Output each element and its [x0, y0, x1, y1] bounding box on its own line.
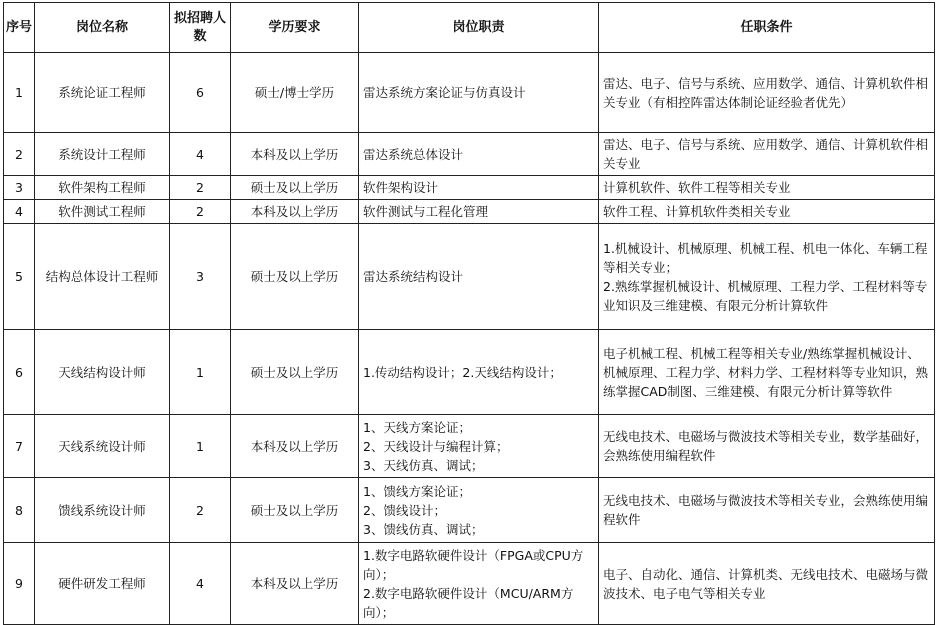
cell-no-text: 3: [15, 180, 23, 195]
cell-req: [599, 133, 935, 176]
cell-req-line: 计算机软件、软件工程等相关专业: [603, 180, 791, 195]
cell-duty-line: 1.传动结构设计；2.天线结构设计；: [363, 364, 562, 380]
cell-edu: [231, 176, 359, 200]
cell-duty-line: 2.数字电路软硬件设计（MCU/ARM方向）；: [363, 585, 574, 620]
table-row: [4, 200, 935, 224]
cell-no: [4, 176, 35, 200]
table-body: [4, 53, 935, 625]
cell-name-text: 天线结构设计师: [58, 364, 146, 380]
header-name: 岗位名称: [35, 3, 170, 53]
cell-no-text: 6: [15, 364, 23, 380]
cell-edu: [231, 543, 359, 625]
cell-no: [4, 415, 35, 478]
header-duty: 岗位职责: [359, 3, 599, 53]
table-row: [4, 478, 935, 543]
cell-duty-line: 3、天线仿真、调试；: [363, 457, 484, 473]
cell-edu: [231, 415, 359, 478]
header-count: 拟招聘人数: [170, 3, 231, 53]
cell-edu: [231, 133, 359, 176]
cell-name: [35, 176, 170, 200]
cell-no: [4, 224, 35, 330]
table-row: [4, 415, 935, 478]
cell-count-text: 2: [196, 502, 204, 518]
cell-edu-text: 硕士及以上学历: [250, 269, 339, 284]
cell-duty: [359, 415, 599, 478]
cell-name: [35, 200, 170, 224]
cell-no: [4, 543, 35, 625]
cell-duty: [359, 133, 599, 176]
cell-req-line: 雷达、电子、信号与系统、应用数学、通信、计算机软件相关专业（有相控阵雷达体制论证经验者优先）: [603, 75, 929, 110]
cell-no-text: 2: [15, 146, 23, 162]
header-row: [4, 3, 935, 53]
table-row: [4, 330, 935, 415]
cell-name-text: 硬件研发工程师: [58, 576, 146, 591]
cell-no: [4, 200, 35, 224]
cell-req: [599, 415, 935, 478]
cell-count-text: 2: [196, 204, 204, 219]
cell-duty: [359, 200, 599, 224]
cell-no: [4, 53, 35, 133]
cell-no-text: 5: [15, 269, 23, 284]
cell-name: [35, 133, 170, 176]
cell-req-line: 雷达、电子、信号与系统、应用数学、通信、计算机软件相关专业: [603, 137, 929, 171]
cell-duty-line: 2、天线设计与编程计算；: [363, 438, 509, 454]
table-row: [4, 133, 935, 176]
cell-no-text: 1: [15, 85, 23, 100]
table-row: [4, 543, 935, 625]
cell-name-text: 馈线系统设计师: [58, 502, 146, 518]
cell-req: [599, 478, 935, 543]
table-row: [4, 53, 935, 133]
cell-count-text: 4: [196, 576, 204, 591]
cell-no-text: 8: [15, 502, 23, 518]
cell-name: [35, 543, 170, 625]
cell-count: [170, 176, 231, 200]
cell-edu-text: 本科及以上学历: [250, 438, 339, 454]
cell-req-line: 电子机械工程、机械工程等相关专业/熟练掌握机械设计、机械原理、工程力学、材料力学、工程材料等专业知识，熟练掌握CAD制图、三维建模、有限元分析计算等软件: [603, 345, 929, 399]
cell-count-text: 1: [196, 438, 204, 454]
cell-edu-text: 硕士及以上学历: [250, 502, 339, 518]
cell-count-text: 3: [196, 269, 204, 284]
cell-count: [170, 133, 231, 176]
cell-duty-line: 软件测试与工程化管理: [363, 204, 489, 219]
cell-req: [599, 330, 935, 415]
cell-count-text: 1: [196, 364, 204, 380]
cell-duty-line: 雷达系统结构设计: [363, 269, 464, 284]
cell-req-line: 电子、自动化、通信、计算机类、无线电技术、电磁场与微波技术、电子电气等相关专业: [603, 566, 929, 601]
cell-no-text: 9: [15, 576, 23, 591]
cell-duty-line: 1、天线方案论证；: [363, 419, 471, 435]
cell-duty: [359, 224, 599, 330]
cell-req-line: 软件工程、计算机软件类相关专业: [603, 204, 791, 219]
cell-duty: [359, 176, 599, 200]
table-row: [4, 176, 935, 200]
cell-duty: [359, 478, 599, 543]
cell-duty: [359, 53, 599, 133]
cell-count: [170, 53, 231, 133]
cell-duty-line: 雷达系统总体设计: [363, 146, 464, 162]
cell-edu-text: 硕士及以上学历: [250, 180, 339, 195]
cell-req: [599, 200, 935, 224]
cell-count-text: 4: [196, 146, 204, 162]
cell-duty: [359, 330, 599, 415]
cell-no: [4, 478, 35, 543]
cell-req: [599, 176, 935, 200]
cell-duty-line: 1.数字电路软硬件设计（FPGA或CPU方向）；: [363, 547, 584, 582]
cell-duty-line: 雷达系统方案论证与仿真设计: [363, 85, 526, 100]
cell-req-line: 无线电技术、电磁场与微波技术等相关专业，数学基础好，会熟练使用编程软件: [603, 429, 929, 463]
cell-count-text: 2: [196, 180, 204, 195]
cell-no-text: 7: [15, 438, 23, 454]
cell-no: [4, 330, 35, 415]
cell-duty-line: 1、馈线方案论证；: [363, 483, 471, 499]
table-row: [4, 224, 935, 330]
header-req: 任职条件: [599, 3, 935, 53]
cell-duty-line: 2、馈线设计；: [363, 502, 446, 518]
cell-req: [599, 543, 935, 625]
cell-duty-line: 3、馈线仿真、调试；: [363, 521, 484, 537]
cell-name-text: 软件架构工程师: [58, 180, 146, 195]
cell-req: [599, 53, 935, 133]
cell-edu-text: 本科及以上学历: [250, 146, 339, 162]
cell-count: [170, 415, 231, 478]
cell-count: [170, 478, 231, 543]
cell-edu-text: 本科及以上学历: [250, 204, 339, 219]
cell-req: [599, 224, 935, 330]
cell-count: [170, 543, 231, 625]
cell-no: [4, 133, 35, 176]
job-table: [3, 2, 935, 625]
cell-edu-text: 硕士及以上学历: [250, 364, 339, 380]
cell-name-text: 系统设计工程师: [58, 146, 146, 162]
cell-count: [170, 200, 231, 224]
cell-req-line: 1.机械设计、机械原理、机械工程、机电一体化、车辆工程等相关专业；: [603, 240, 928, 275]
header-no: 序号: [4, 3, 35, 53]
cell-count: [170, 224, 231, 330]
cell-edu: [231, 478, 359, 543]
cell-count-text: 6: [196, 85, 204, 100]
cell-duty-line: 软件架构设计: [363, 180, 439, 195]
header-edu: 学历要求: [231, 3, 359, 53]
cell-name-text: 天线系统设计师: [58, 438, 146, 454]
cell-duty: [359, 543, 599, 625]
cell-edu-text: 本科及以上学历: [250, 576, 339, 591]
cell-req-line: 无线电技术、电磁场与微波技术等相关专业，会熟练使用编程软件: [603, 493, 929, 527]
cell-edu: [231, 224, 359, 330]
cell-req-line: 2.熟练掌握机械设计、机械原理、工程力学、工程材料等专业知识及三维建模、有限元分析计算软件: [603, 278, 928, 313]
cell-edu: [231, 200, 359, 224]
cell-name-text: 系统论证工程师: [58, 85, 146, 100]
cell-count: [170, 330, 231, 415]
cell-name-text: 软件测试工程师: [58, 204, 146, 219]
cell-name: [35, 330, 170, 415]
cell-name: [35, 478, 170, 543]
cell-name: [35, 53, 170, 133]
cell-name: [35, 224, 170, 330]
cell-name-text: 结构总体设计工程师: [45, 269, 159, 284]
cell-no-text: 4: [15, 204, 23, 219]
cell-edu: [231, 53, 359, 133]
cell-edu-text: 硕士/博士学历: [254, 85, 335, 100]
cell-name: [35, 415, 170, 478]
cell-edu: [231, 330, 359, 415]
